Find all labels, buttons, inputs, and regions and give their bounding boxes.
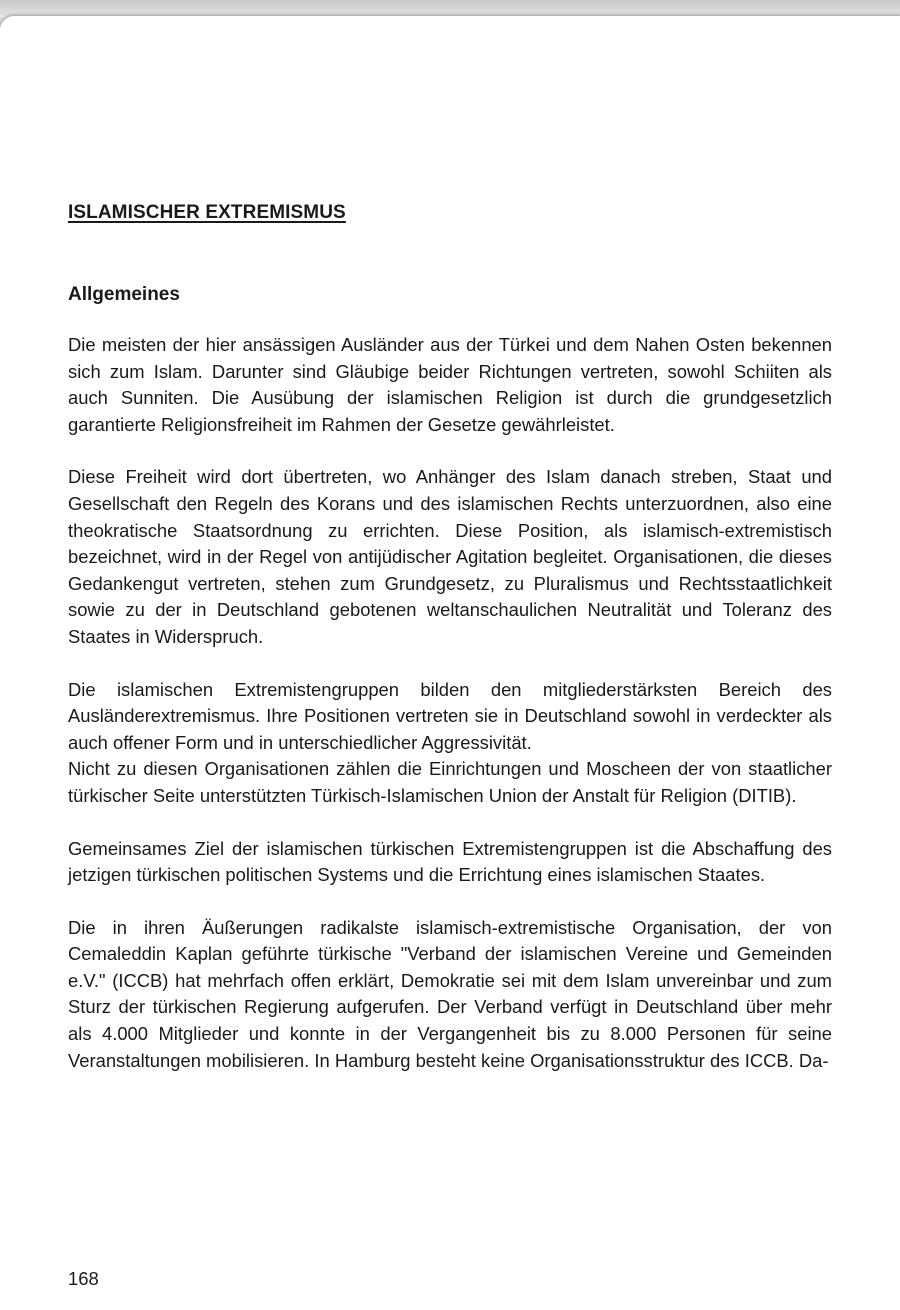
subsection-heading: Allgemeines — [68, 284, 180, 305]
paragraph-groups: Die islamischen Extremistengruppen bilden den mitgliederstärksten Bereich des Ausländerextremismus. Ihre Positionen vertreten sie in Deutschland sowohl in verdeckter als auch offener Form und in unterschiedlicher Aggressivität. — [68, 678, 832, 753]
section-heading: ISLAMISCHER EXTREMISMUS — [68, 202, 346, 223]
page-content — [68, 202, 832, 1074]
paragraph-freedom: Diese Freiheit wird dort übertreten, wo Anhänger des Islam danach streben, Staat und Gesellschaft den Regeln des Korans und des islamischen Rechts unterzuordnen, also eine theokratische Staatsordnung zu errichten. Diese Position, als islamisch-extremistisch bezeichnet, wird in der Regel von antijüdischer Agitation begleitet. Organisationen, die dieses Gedankengut vertreten, stehen zum Grundgesetz, zu Pluralismus und Rechtsstaatlichkeit sowie zu der in Deutschland gebotenen weltanschaulichen Neutralität und Toleranz des Staates in Widerspruch. — [68, 466, 832, 647]
document-page — [0, 16, 900, 1310]
paragraph-intro: Die meisten der hier ansässigen Ausländer aus der Türkei und dem Nahen Osten bekennen sich zum Islam. Darunter sind Gläubige beider Richtungen vertreten, sowohl Schiiten als auch Sunniten. Die Ausübung der islamischen Religion ist durch die grundgesetzlich garantierte Religionsfreiheit im Rahmen der Gesetze gewährleistet. — [68, 334, 832, 435]
paragraph-iccb: Die in ihren Äußerungen radikalste islamisch-extremistische Organisation, der von Cemaleddin Kaplan geführte türkische "Verband der islamischen Vereine und Gemeinden e.V." (ICCB) hat mehrfach offen erklärt, Demokratie sei mit dem Islam unvereinbar und zum Sturz der türkischen Regierung aufgerufen. Der Verband verfügt in Deutschland über mehr als 4.000 Mitglieder und konnte in der Vergangenheit bis zu 8.000 Personen für seine Veranstaltungen mobilisieren. In Hamburg besteht keine Organisationsstruktur des ICCB. Da- — [68, 916, 832, 1071]
paragraph-goal: Gemeinsames Ziel der islamischen türkischen Extremistengruppen ist die Abschaffung des jetzigen türkischen politischen Systems und die Errichtung eines islamischen Staates. — [68, 837, 832, 886]
paragraph-ditib: Nicht zu diesen Organisationen zählen die Einrichtungen und Moscheen der von staatlicher türkischer Seite unterstützten Türkisch-Islamischen Union der Anstalt für Religion (DITIB). — [68, 758, 832, 806]
page-number: 168 — [68, 1268, 99, 1289]
